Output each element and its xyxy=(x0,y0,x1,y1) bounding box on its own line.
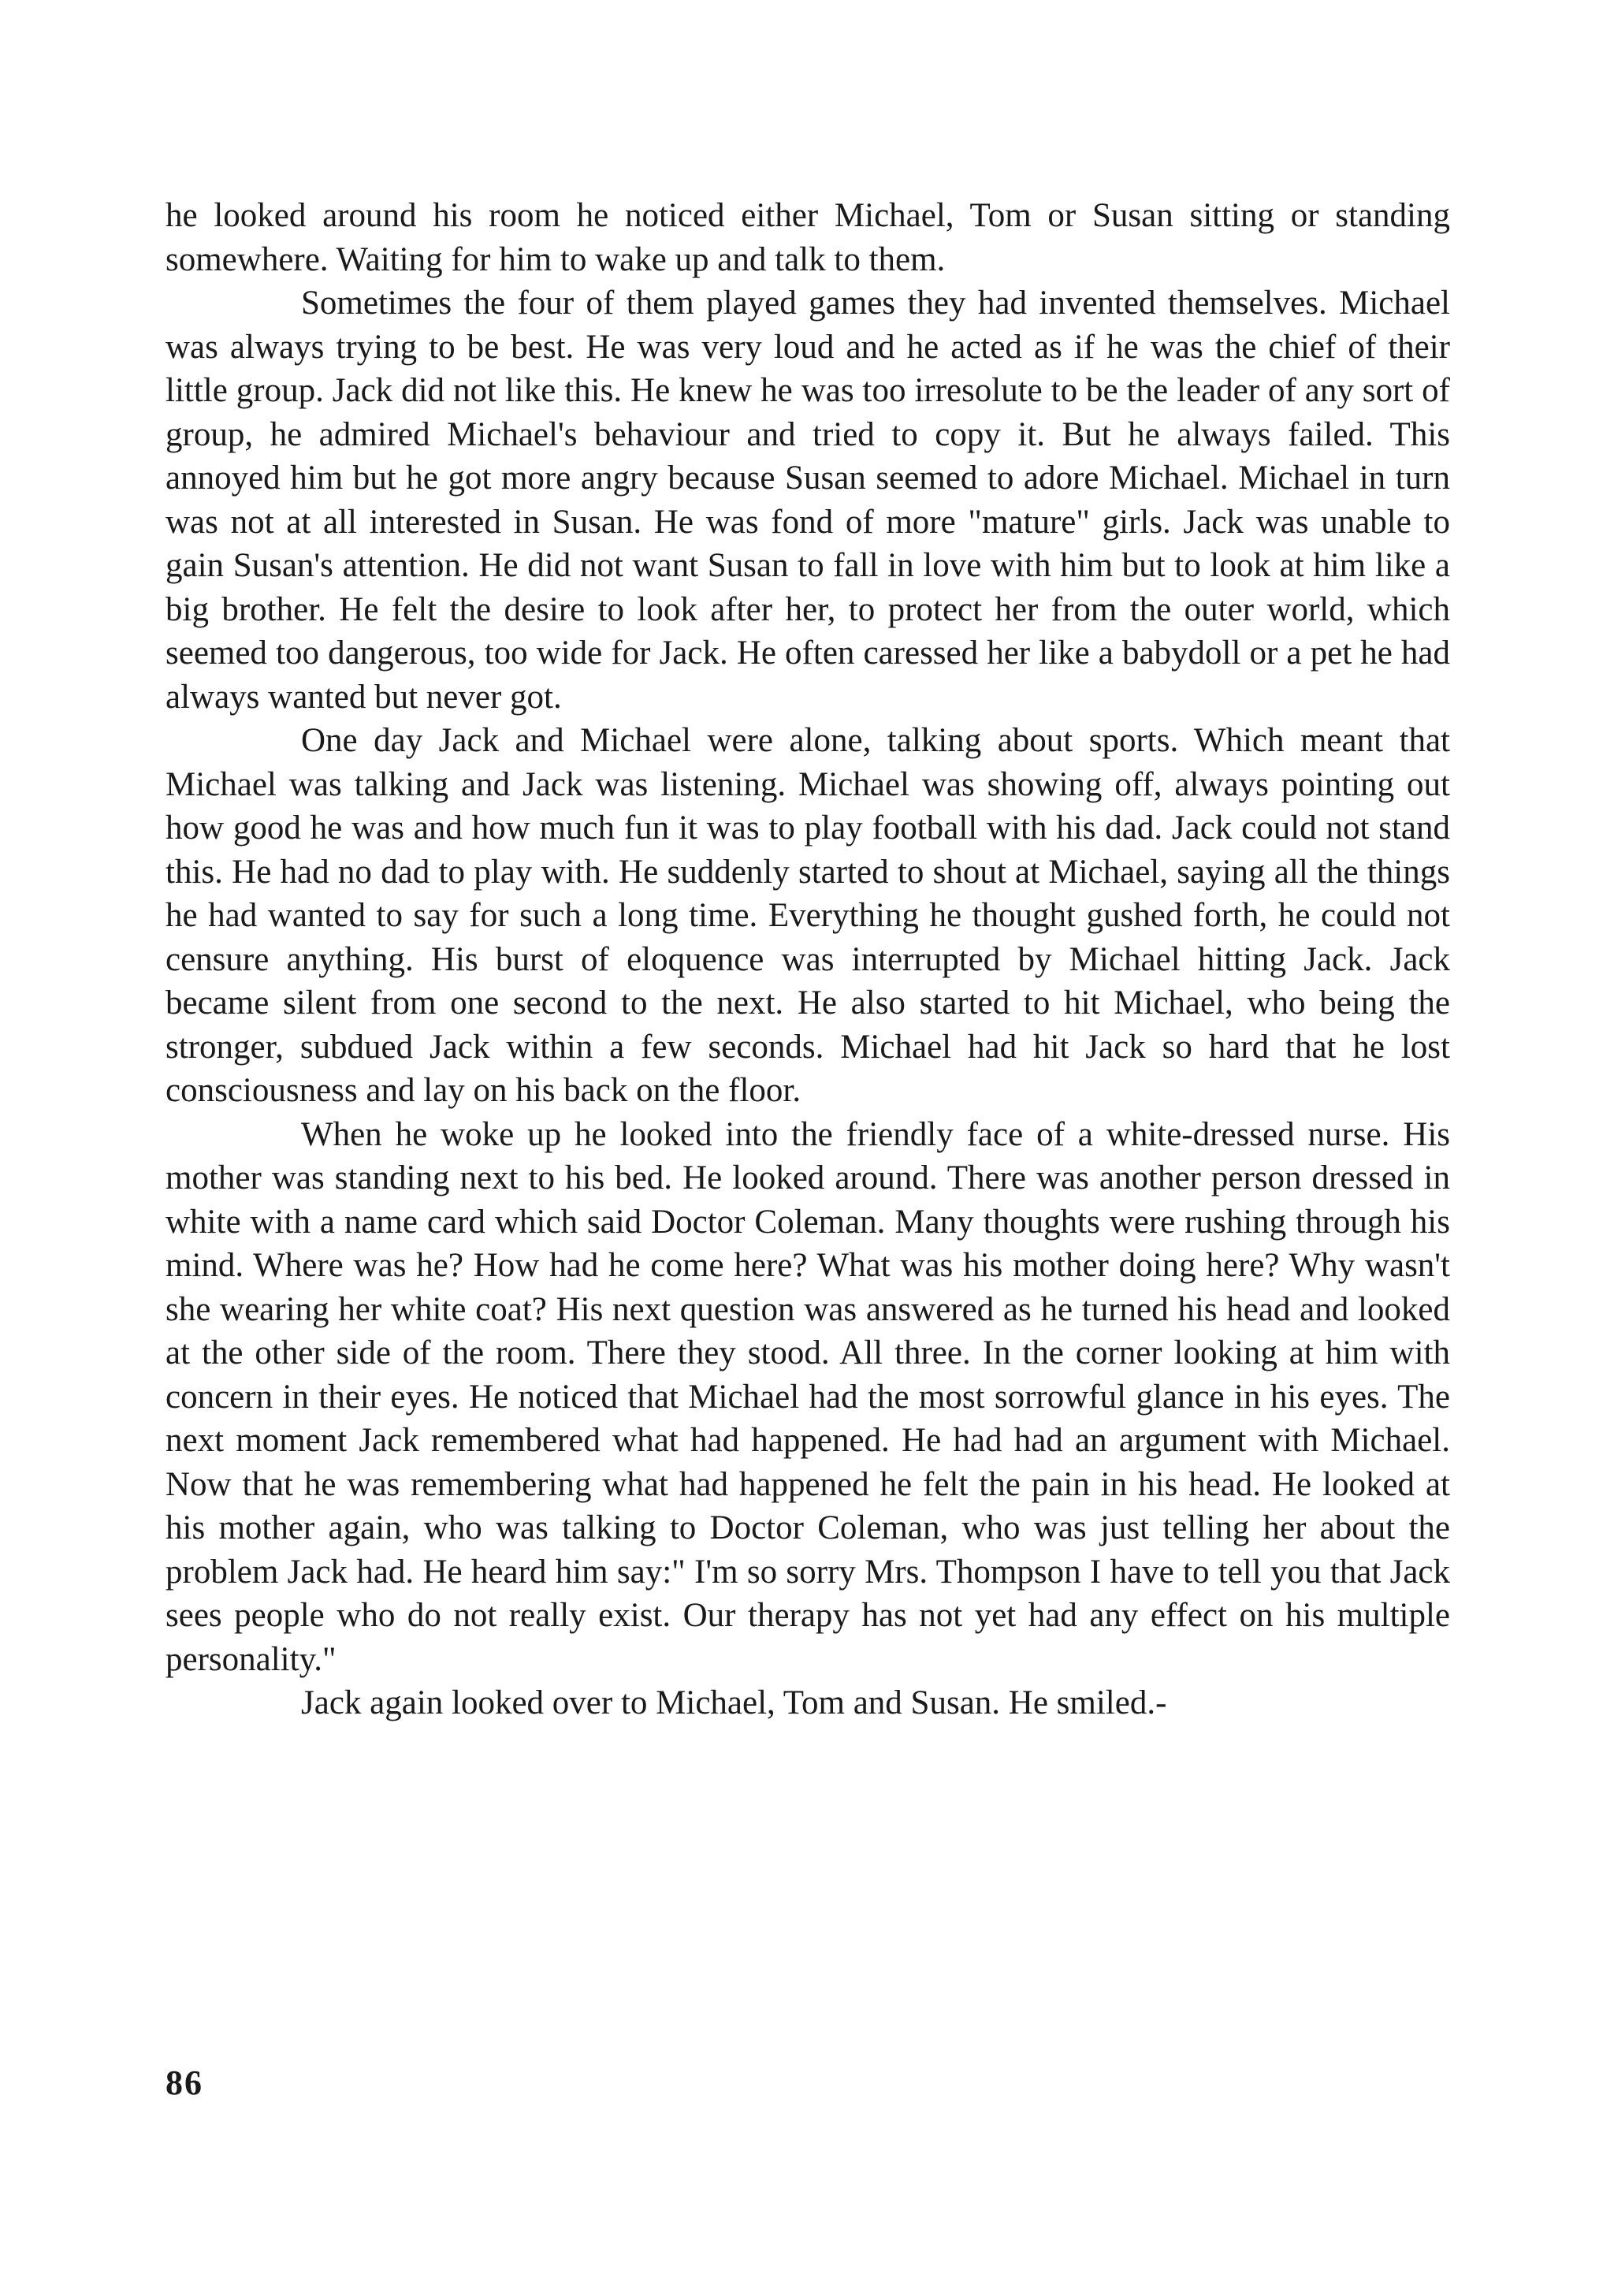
paragraph-continued: he looked around his room he noticed either Michael, Tom or Susan sitting or standing somewhere. Waiting for him to wake up and talk to them. xyxy=(165,197,1450,278)
paragraph-games: Sometimes the four of them played games they had invented themselves. Michael was always trying to be best. He was very loud and he acted as if he was the chief of their little group. Jack did not like this. He knew he was too irresolute to be the leader of any sort of group, he admired Michael's behaviour and tried to copy it. But he always failed. This annoyed him but he got more angry because Susan seemed to adore Michael. Michael in turn was not at all interested in Susan. He was fond of more "mature" girls. Jack was unable to gain Susan's attention. He did not want Susan to fall in love with him but to look at him like a big brother. He felt the desire to look after her, to protect her from the outer world, which seemed too dangerous, too wide for Jack. He often caressed her like a babydoll or a pet he had always wanted but never got. xyxy=(165,285,1450,716)
paragraph-hospital: When he woke up he looked into the friendly face of a white-dressed nurse. His mother was standing next to his bed. He looked around. There was another person dressed in white with a name card which said Doctor Coleman. Many thoughts were rushing through his mind. Where was he? How had he come here? What was his mother doing here? Why wasn't she wearing her white coat? His next question was answered as he turned his head and looked at the other side of the room. There they stood. All three. In the corner looking at him with concern in their eyes. He noticed that Michael had the most sorrowful glance in his eyes. The next moment Jack remembered what had happened. He had had an argument with Michael. Now that he was remembering what had happened he felt the pain in his head. He looked at his mother again, who was talking to Doctor Coleman, who was just telling her about the problem Jack had. He heard him say:" I'm so sorry Mrs. Thompson I have to tell you that Jack sees people who do not really exist. Our therapy has not yet had any effect on his multiple personality." xyxy=(165,1115,1450,1678)
paragraph-argument: One day Jack and Michael were alone, talking about sports. Which meant that Michael was talking and Jack was listening. Michael was showing off, always pointing out how good he was and how much fun it was to play football with his dad. Jack could not stand this. He had no dad to play with. He suddenly started to shout at Michael, saying all the things he had wanted to say for such a long time. Everything he thought gushed forth, he could not censure anything. His burst of eloquence was interrupted by Michael hitting Jack. Jack became silent from one second to the next. He also started to hit Michael, who being the stronger, subdued Jack within a few seconds. Michael had hit Jack so hard that he lost consciousness and lay on his back on the floor. xyxy=(165,722,1450,1109)
body-text xyxy=(165,194,1450,1725)
paragraph-ending: Jack again looked over to Michael, Tom and Susan. He smiled.- xyxy=(301,1684,1167,1721)
page-number: 86 xyxy=(165,2063,203,2102)
